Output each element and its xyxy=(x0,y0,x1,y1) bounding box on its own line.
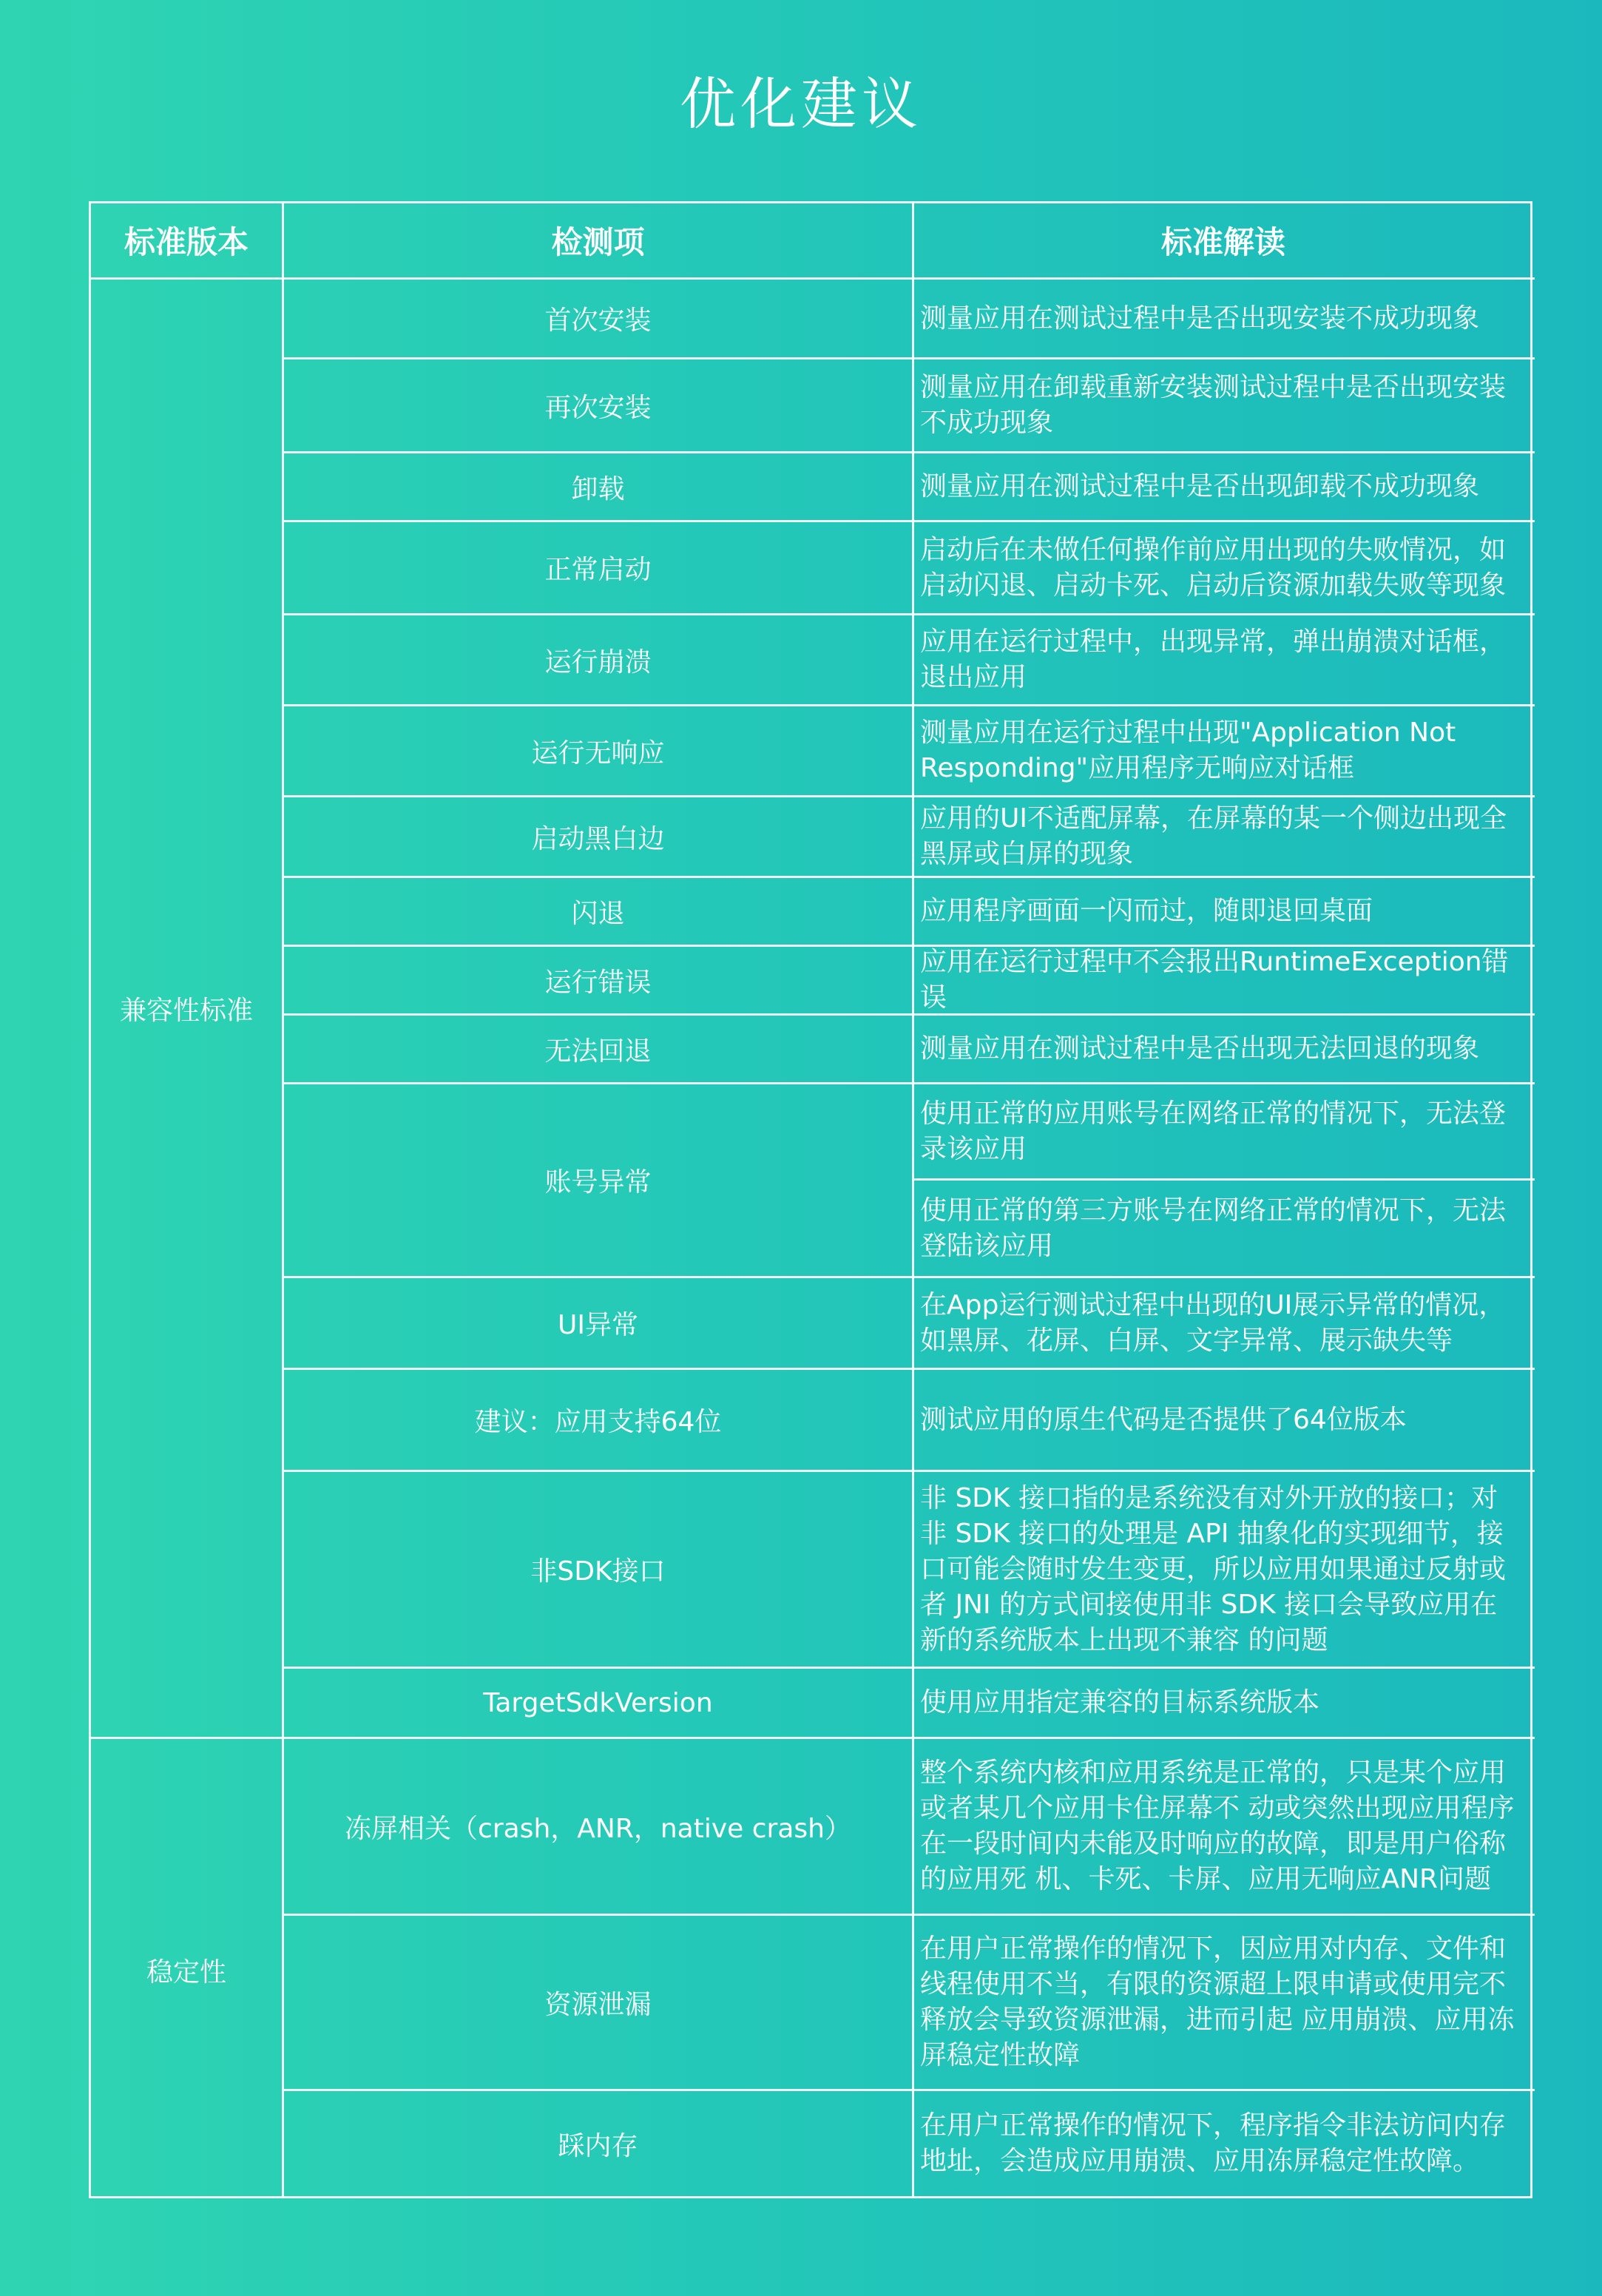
item-target-sdk-version: TargetSdkVersion xyxy=(483,1687,713,1718)
page-title: 优化建议 xyxy=(680,71,922,137)
item-flash-exit: 闪退 xyxy=(571,898,625,929)
desc-runtime-crash: 应用在运行过程中，出现异常，弹出崩溃对话框，退出应用 xyxy=(920,627,1507,692)
item-uninstall: 卸载 xyxy=(571,473,625,504)
header-item: 检测项 xyxy=(551,224,645,260)
desc-uninstall: 测量应用在测试过程中是否出现卸载不成功现象 xyxy=(920,471,1480,502)
desc-first-install: 测量应用在测试过程中是否出现安装不成功现象 xyxy=(920,303,1480,334)
item-reinstall: 再次安装 xyxy=(544,392,652,423)
item-normal-launch: 正常启动 xyxy=(544,555,652,585)
desc-account-error-1: 使用正常的应用账号在网络正常的情况下，无法登录该应用 xyxy=(920,1098,1507,1164)
desc-not-responding: 测量应用在运行过程中出现"Application Not Responding"应用程序无响应对话框 xyxy=(920,718,1456,783)
item-cannot-go-back: 无法回退 xyxy=(544,1036,652,1067)
item-64bit-support: 建议：应用支持64位 xyxy=(474,1407,722,1437)
item-non-sdk-interface: 非SDK接口 xyxy=(530,1556,666,1587)
group-label-stability: 稳定性 xyxy=(146,1956,226,1988)
desc-normal-launch: 启动后在未做任何操作前应用出现的失败情况，如启动闪退、启动卡死、启动后资源加载失败等现象 xyxy=(920,534,1507,601)
desc-non-sdk-interface: 非 SDK 接口指的是系统没有对外开放的接口；对非 SDK 接口的处理是 API 抽象化的实现细节，接口可能会随时发生变更，所以应用如果通过反射或者 JNI 的方式间接使用非 SDK 接口会导致应用在新的系统版本上出现不兼容 的问题 xyxy=(920,1482,1507,1655)
desc-flash-exit: 应用程序画面一闪而过，随即退回桌面 xyxy=(920,896,1373,926)
item-black-white-edge: 启动黑白边 xyxy=(531,823,665,854)
item-runtime-crash: 运行崩溃 xyxy=(544,646,652,678)
desc-cannot-go-back: 测量应用在测试过程中是否出现无法回退的现象 xyxy=(920,1033,1480,1064)
header-interpretation: 标准解读 xyxy=(1160,224,1285,260)
item-first-install: 首次安装 xyxy=(544,305,652,336)
item-ui-error: UI异常 xyxy=(558,1310,638,1340)
item-account-error: 账号异常 xyxy=(544,1167,652,1198)
group-label-compatibility: 兼容性标准 xyxy=(119,995,253,1026)
item-frozen-screen: 冻屏相关（crash，ANR，native crash） xyxy=(345,1813,851,1844)
desc-memory-corruption: 在用户正常操作的情况下，程序指令非法访问内存地址，会造成应用崩溃、应用冻屏稳定性故障。 xyxy=(920,2110,1507,2176)
desc-resource-leak: 在用户正常操作的情况下，因应用对内存、文件和线程使用不当，有限的资源超上限申请或使用完不释放会导致资源泄漏，进而引起 应用崩溃、应用冻屏稳定性故障 xyxy=(920,1934,1515,2070)
desc-ui-error: 在App运行测试过程中出现的UI展示异常的情况，如黑屏、花屏、白屏、文字异常、展示缺失等 xyxy=(920,1289,1506,1356)
desc-account-error-2: 使用正常的第三方账号在网络正常的情况下，无法登陆该应用 xyxy=(920,1195,1507,1261)
standards-table xyxy=(89,201,1532,2198)
item-runtime-error: 运行错误 xyxy=(544,967,652,998)
desc-black-white-edge: 应用的UI不适配屏幕，在屏幕的某一个侧边出现全黑屏或白屏的现象 xyxy=(920,803,1507,869)
desc-frozen-screen: 整个系统内核和应用系统是正常的，只是某个应用或者某几个应用卡住屏幕不 动或突然出现应用程序在一段时间内未能及时响应的故障，即是用户俗称的应用死 机、卡死、卡屏、应用无响应ANR问题 xyxy=(920,1758,1515,1894)
item-memory-corruption: 踩内存 xyxy=(558,2130,638,2161)
header-version: 标准版本 xyxy=(124,224,249,260)
item-not-responding: 运行无响应 xyxy=(531,737,665,769)
item-resource-leak: 资源泄漏 xyxy=(544,1989,652,2020)
desc-runtime-error: 应用在运行过程中不会报出RuntimeException错误 xyxy=(920,947,1509,1013)
desc-64bit-support: 测试应用的原生代码是否提供了64位版本 xyxy=(920,1404,1407,1435)
desc-reinstall: 测量应用在卸载重新安装测试过程中是否出现安装不成功现象 xyxy=(920,372,1507,438)
desc-target-sdk-version: 使用应用指定兼容的目标系统版本 xyxy=(920,1687,1320,1718)
